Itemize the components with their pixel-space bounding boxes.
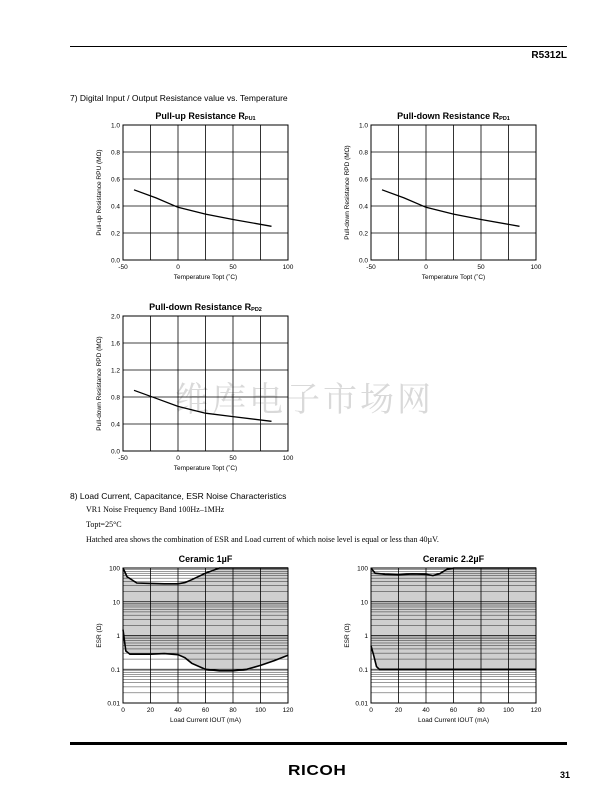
x-tick-label: -50 [118,455,128,462]
x-tick-label: 0 [121,707,125,714]
y-axis-label: Pull-up Resistance RPU (MΩ) [96,149,103,236]
x-tick-label: -50 [366,264,376,271]
header-rule [70,46,567,47]
section-7-title: 7) Digital Input / Output Resistance value vs. Temperature [70,93,288,103]
y-tick-label: 1 [116,633,120,640]
y-tick-label: 10 [360,599,368,607]
x-tick-label: 20 [394,707,403,714]
chart-title: Pull-down Resistance RPD2 [149,302,262,313]
chart-title: Pull-down Resistance RPD1 [397,111,510,122]
y-tick-label: 0.4 [358,203,368,211]
x-tick-label: 60 [201,707,210,714]
x-tick-label: 20 [146,707,155,714]
x-axis-label: Temperature Topt (˚C) [173,274,238,281]
chart-pullup-rpu1 [88,105,303,285]
x-tick-label: 0 [369,707,373,714]
chart-ceramic-2-2uf [336,548,551,733]
x-tick-label: 50 [229,455,237,462]
y-tick-label: 0.6 [110,176,120,184]
y-tick-label: 0.01 [107,700,120,708]
x-tick-label: 50 [477,264,485,271]
y-tick-label: 2.0 [110,313,120,321]
resistance-line [134,190,272,227]
section-8-title: 8) Load Current, Capacitance, ESR Noise Characteristics [70,491,287,501]
x-tick-label: -50 [118,264,128,271]
chart-title: Pull-up Resistance RPU1 [155,111,256,122]
x-tick-label: 80 [477,707,485,714]
y-tick-label: 0.8 [110,394,120,402]
x-tick-label: 100 [282,455,294,462]
resistance-line [134,390,272,421]
x-tick-label: 100 [530,264,542,271]
y-tick-label: 1.0 [110,122,120,130]
x-tick-label: 120 [282,707,294,714]
y-tick-label: 0.0 [358,257,368,265]
y-tick-label: 0.2 [110,230,120,238]
x-tick-label: 0 [424,264,428,271]
y-tick-label: 1.6 [110,340,120,348]
y-tick-label: 0.0 [110,448,120,456]
x-tick-label: 80 [229,707,237,714]
model-number: R5312L [531,50,567,61]
y-tick-label: 100 [109,565,120,573]
y-tick-label: 0.6 [358,176,368,184]
x-axis-label: Temperature Topt (˚C) [173,465,238,472]
x-tick-label: 40 [174,707,182,714]
section-8-line-2: Topt=25°C [86,520,122,529]
x-axis-label: Load Current IOUT (mA) [417,717,490,724]
chart-title: Ceramic 1µF [178,554,233,564]
chart-ceramic-1uf [88,548,303,733]
x-tick-label: 0 [176,455,180,462]
x-tick-label: 40 [422,707,430,714]
y-tick-label: 0.1 [358,666,368,674]
chart-pulldown-rpd2 [88,296,303,478]
x-axis-label: Load Current IOUT (mA) [169,717,242,724]
y-tick-label: 100 [357,565,368,573]
x-tick-label: 50 [229,264,237,271]
y-tick-label: 0.8 [358,149,368,157]
page-number: 31 [559,770,570,780]
section-8-line-1: VR1 Noise Frequency Band 100Hz–1MHz [86,505,225,514]
y-tick-label: 0.01 [355,700,368,708]
y-tick-label: 1 [364,633,368,640]
y-tick-label: 0.8 [110,149,120,157]
x-axis-label: Temperature Topt (˚C) [421,274,486,281]
footer-rule [70,742,567,745]
chart-title: Ceramic 2.2µF [422,554,485,564]
y-axis-label: ESR (Ω) [96,623,103,648]
resistance-line [382,190,520,227]
x-tick-label: 100 [282,264,294,271]
x-tick-label: 0 [176,264,180,271]
y-tick-label: 1.0 [358,122,368,130]
y-tick-label: 0.2 [358,230,368,238]
y-tick-label: 0.4 [110,203,120,211]
x-tick-label: 100 [255,707,266,714]
y-tick-label: 10 [112,599,120,607]
y-axis-label: ESR (Ω) [344,623,351,648]
x-tick-label: 120 [530,707,542,714]
x-tick-label: 100 [503,707,514,714]
y-axis-label: Pull-down Resistance RPD (MΩ) [96,336,103,431]
y-axis-label: Pull-down Resistance RPD (MΩ) [344,145,351,240]
y-tick-label: 1.2 [110,367,120,375]
y-tick-label: 0.4 [110,421,120,429]
y-tick-label: 0.0 [110,257,120,265]
ricoh-logo: RICOH [288,762,347,779]
section-8-line-3: Hatched area shows the combination of ESR and Load current of which noise level is equal or less than 40µV. [86,535,439,544]
x-tick-label: 60 [449,707,458,714]
watermark: 维库电子市场网 [175,380,434,420]
y-tick-label: 0.1 [110,666,120,674]
chart-pulldown-rpd1 [336,105,551,285]
